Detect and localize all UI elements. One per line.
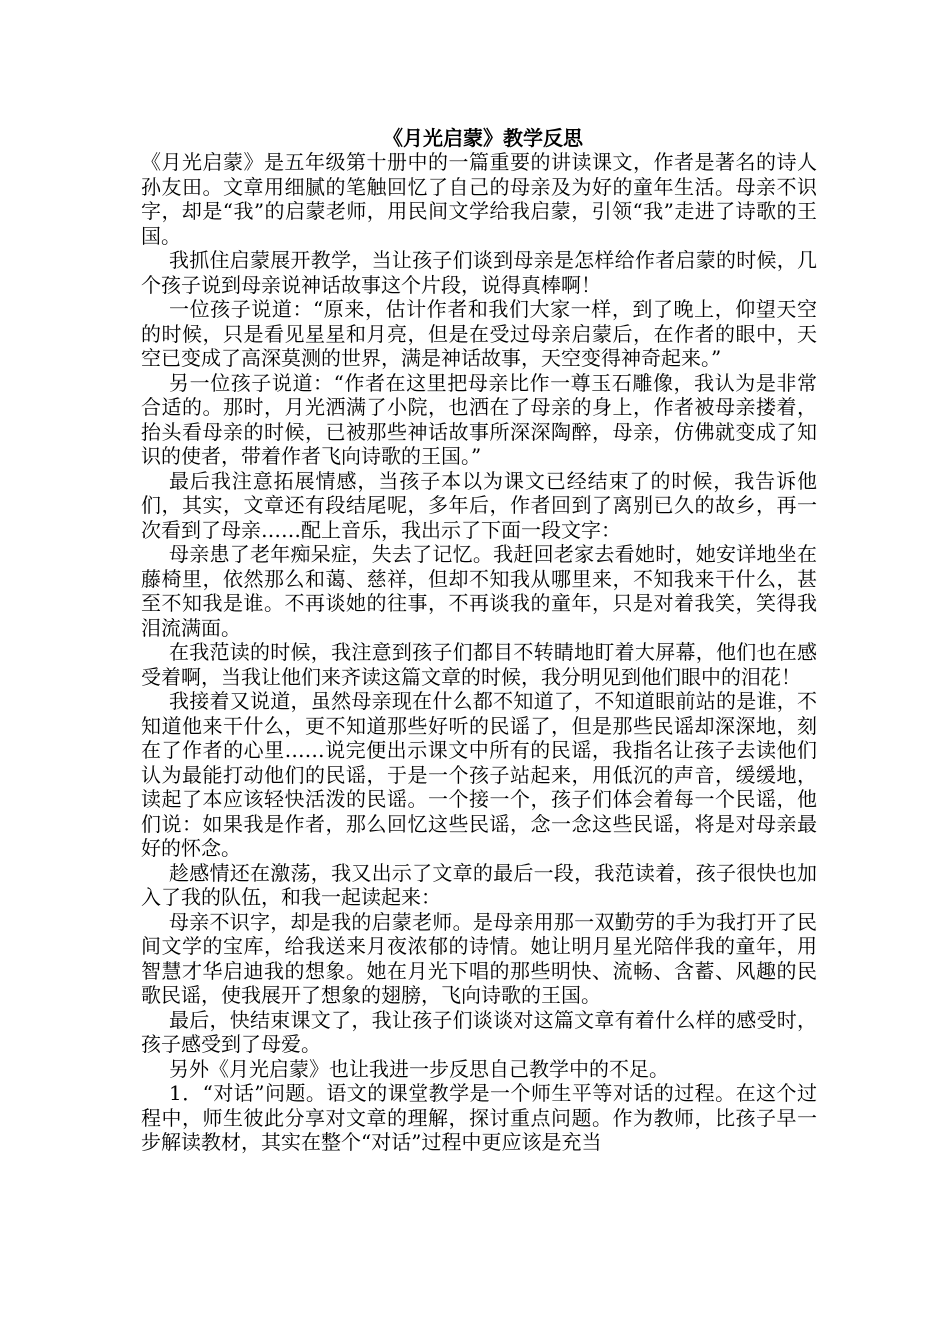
paragraph: 趁感情还在激荡，我又出示了文章的最后一段，我范读着，孩子很快也加入了我的队伍，和我一起读起来： [141, 860, 817, 909]
document-body [141, 126, 817, 1155]
paragraph: 最后，快结束课文了，我让孩子们谈谈对这篇文章有着什么样的感受时，孩子感受到了母爱。 [141, 1007, 817, 1056]
paragraph: 最后我注意拓展情感，当孩子本以为课文已经结束了的时候，我告诉他们，其实，文章还有段结尾呢，多年后，作者回到了离别已久的故乡，再一次看到了母亲……配上音乐，我出示了下面一段文字： [141, 468, 817, 542]
paragraph: 另外《月光启蒙》也让我进一步反思自己教学中的不足。 [169, 1056, 669, 1081]
paragraph: 在我范读的时候，我注意到孩子们都目不转睛地盯着大屏幕，他们也在感受着啊，当我让他们来齐读这篇文章的时候，我分明见到他们眼中的泪花！ [141, 640, 817, 689]
paragraph: 另一位孩子说道：“作者在这里把母亲比作一尊玉石雕像，我认为是非常合适的。那时，月光洒满了小院，也洒在了母亲的身上，作者被母亲搂着，抬头看母亲的时候，已被那些神话故事所深深陶醉，母亲，仿佛就变成了知识的使者，带着作者飞向诗歌的王国。” [141, 370, 817, 468]
paragraph-numbered-item: 1．“对话”问题。语文的课堂教学是一个师生平等对话的过程。在这个过程中，师生彼此分享对文章的理解，探讨重点问题。作为教师，比孩子早一步解读教材，其实在整个“对话”过程中更应该是充当 [141, 1081, 817, 1154]
paragraph-quoted-text: 母亲患了老年痴呆症，失去了记忆。我赶回老家去看她时，她安详地坐在藤椅里，依然那么和蔼、慈祥，但却不知我从哪里来，不知我来干什么，甚至不知我是谁。不再谈她的往事，不再谈我的童年，只是对着我笑，笑得我泪流满面。 [141, 542, 817, 640]
document-title: 《月光启蒙》教学反思 [383, 126, 583, 150]
paragraph: 我接着又说道，虽然母亲现在什么都不知道了，不知道眼前站的是谁，不知道他来干什么，更不知道那些好听的民谣了，但是那些民谣却深深地，刻在了作者的心里……说完便出示课文中所有的民谣，我指名让孩子去读他们认为最能打动他们的民谣，于是一个孩子站起来，用低沉的声音，缓缓地，读起了本应该轻快活泼的民谣。一个接一个，孩子们体会着每一个民谣，他们说：如果我是作者，那么回忆这些民谣，念一念这些民谣，将是对母亲最好的怀念。 [141, 689, 817, 860]
paragraph-intro: 《月光启蒙》是五年级第十册中的一篇重要的讲读课文，作者是著名的诗人孙友田。文章用细腻的笔触回忆了自己的母亲及为好的童年生活。母亲不识字，却是“我”的启蒙老师，用民间文学给我启蒙，引领“我”走进了诗歌的王国。 [141, 150, 817, 248]
paragraph: 我抓住启蒙展开教学，当让孩子们谈到母亲是怎样给作者启蒙的时候，几个孩子说到母亲说神话故事这个片段，说得真棒啊！ [141, 248, 817, 297]
paragraph-quoted-text: 母亲不识字，却是我的启蒙老师。是母亲用那一双勤劳的手为我打开了民间文学的宝库，给我送来月夜浓郁的诗情。她让明月星光陪伴我的童年，用智慧才华启迪我的想象。她在月光下唱的那些明快、流畅、含蓄、风趣的民歌民谣，使我展开了想象的翅膀，飞向诗歌的王国。 [141, 909, 817, 1007]
paragraph: 一位孩子说道：“原来，估计作者和我们大家一样，到了晚上，仰望天空的时候，只是看见星星和月亮，但是在受过母亲启蒙后，在作者的眼中，天空已变成了高深莫测的世界，满是神话故事，天空变得神奇起来。” [141, 297, 817, 370]
